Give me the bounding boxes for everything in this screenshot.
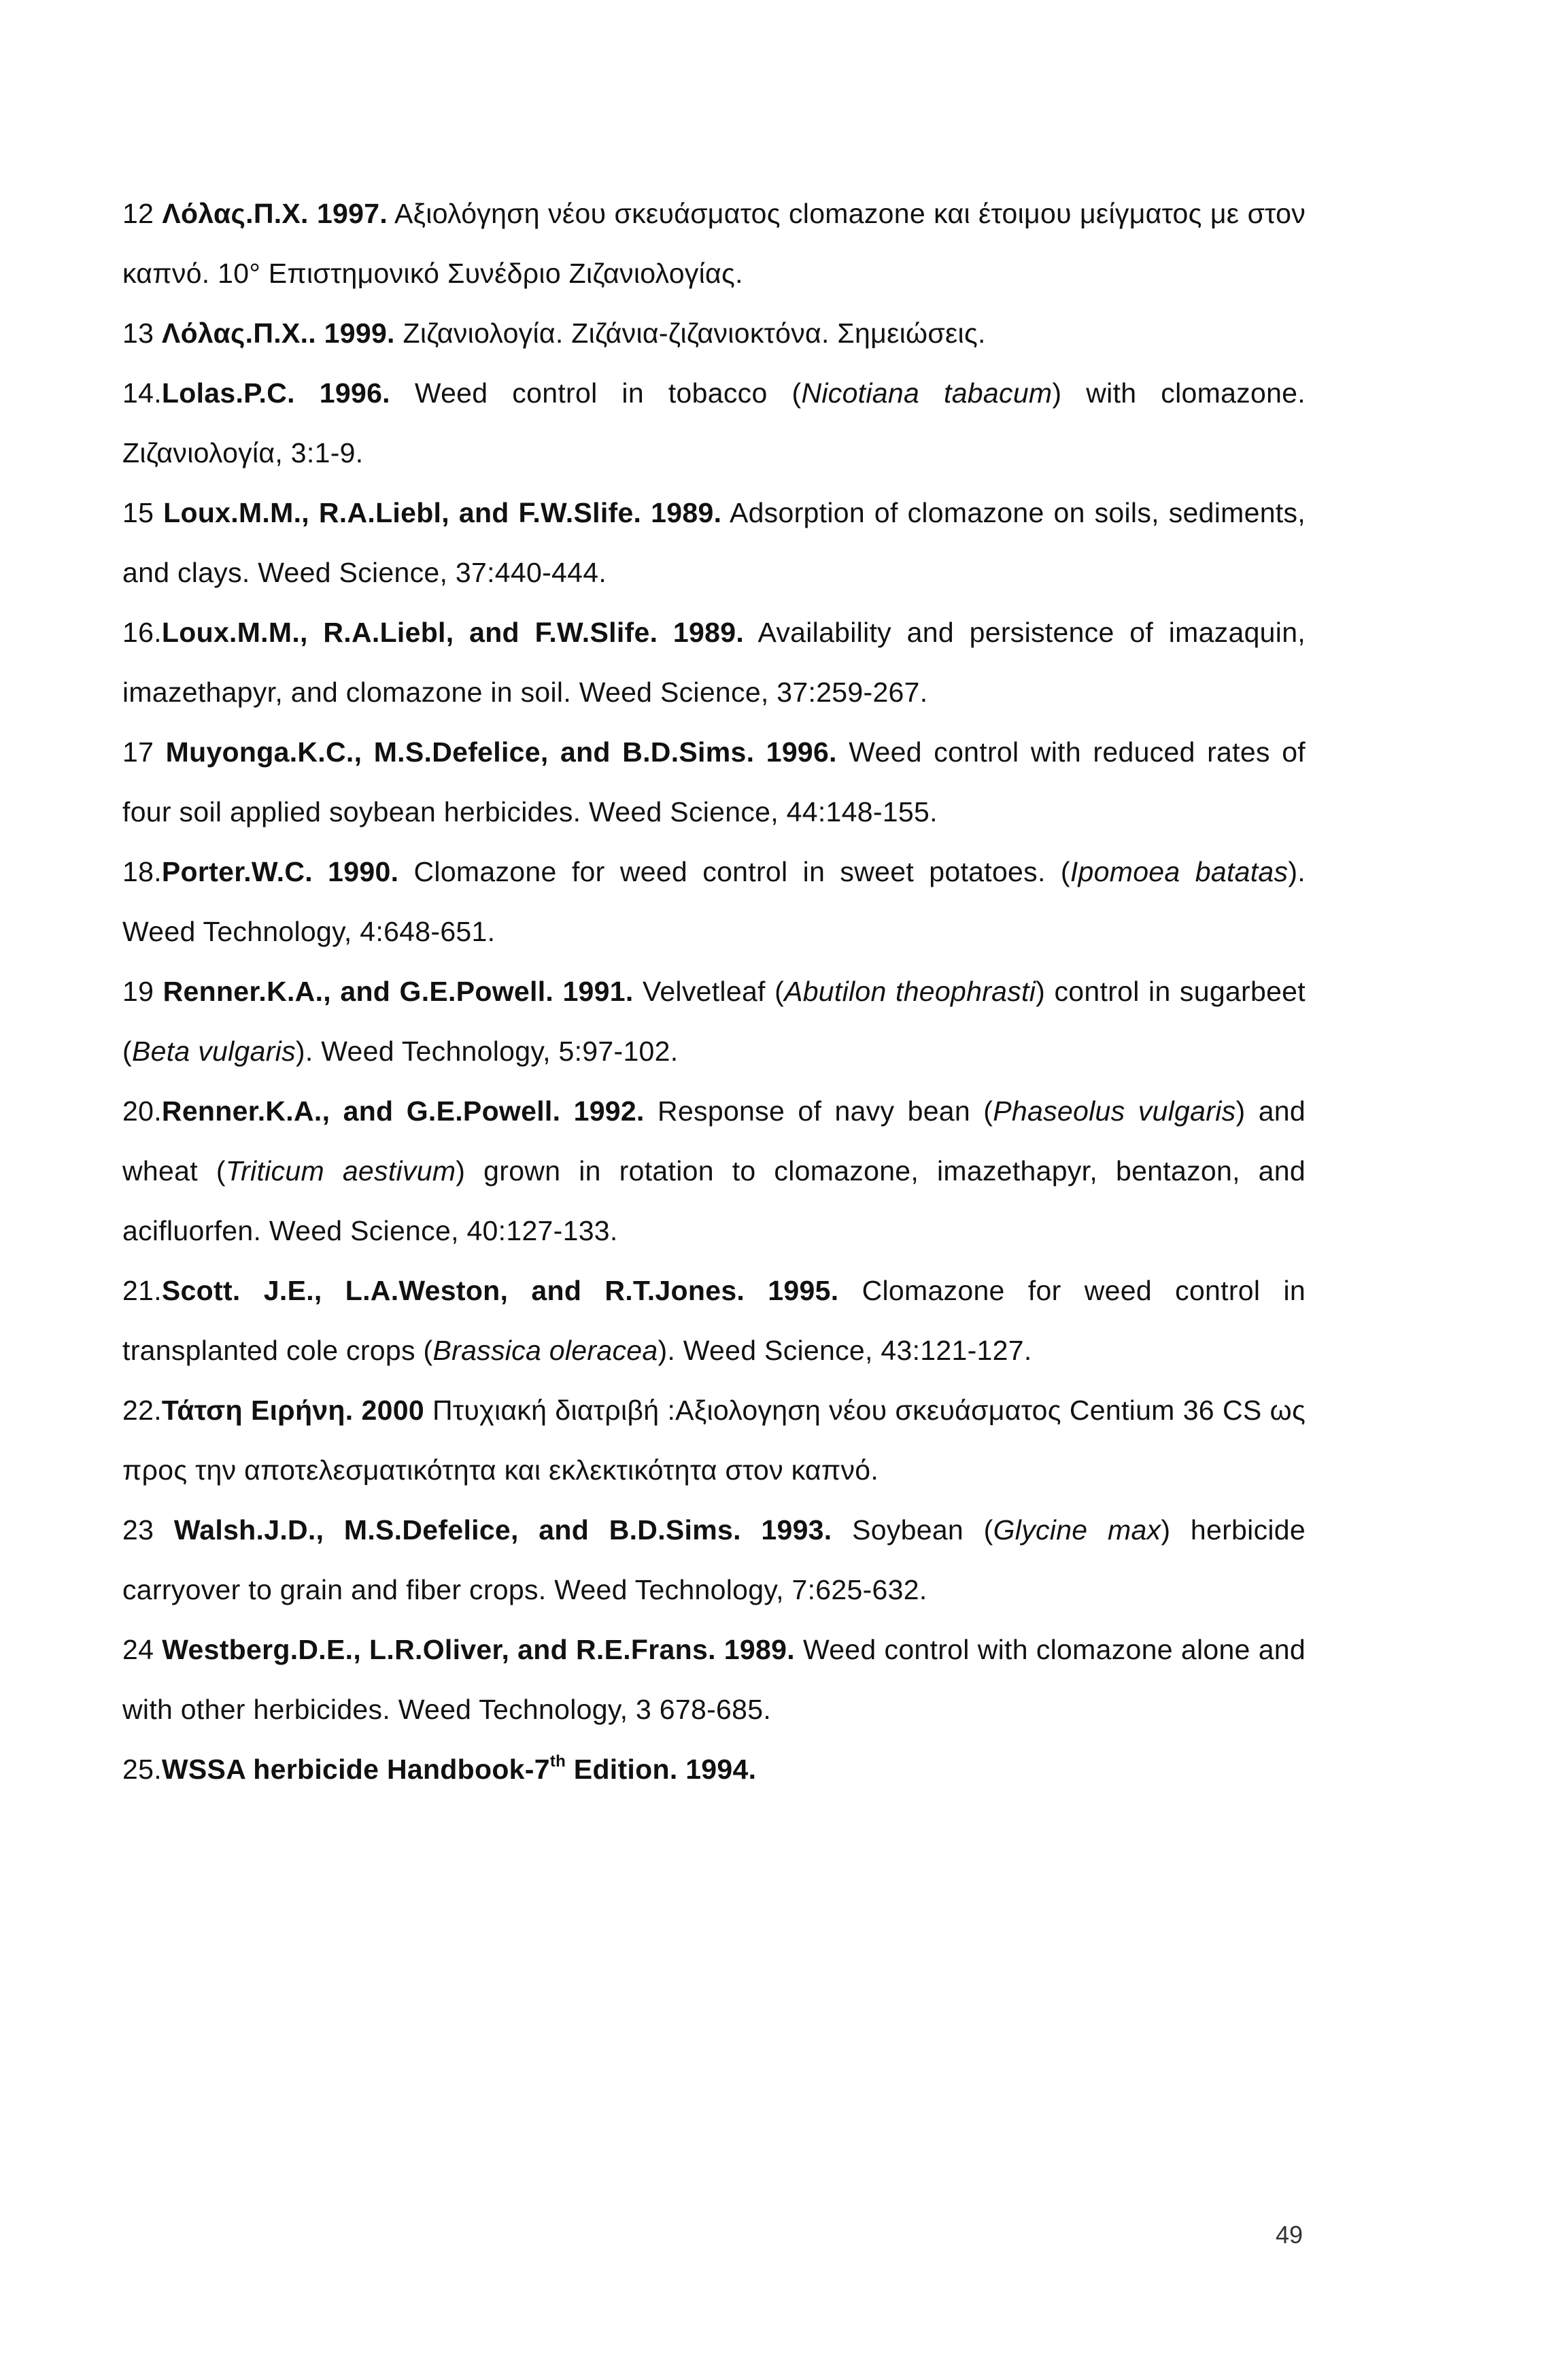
reference-text: Adsorption of clomazone on soils, sediments, and clays. Weed Science, 37:440-444.	[122, 497, 1306, 588]
reference-item	[122, 1739, 1306, 1799]
reference-species-name: Ipomoea batatas	[1070, 856, 1289, 887]
reference-item	[122, 303, 1306, 363]
reference-item	[122, 1081, 1306, 1261]
reference-item	[122, 1620, 1306, 1739]
reference-authors: Loux.M.M., R.A.Liebl, and F.W.Slife. 1989.	[161, 617, 745, 648]
reference-item	[122, 483, 1306, 602]
reference-text: Response of navy bean (	[658, 1095, 993, 1127]
reference-number: 22.	[122, 1395, 162, 1426]
reference-item	[122, 961, 1306, 1081]
reference-item	[122, 184, 1306, 303]
reference-authors: Τάτση Ειρήνη. 2000	[161, 1395, 424, 1426]
reference-item	[122, 1500, 1306, 1620]
reference-text: ). Weed Science, 43:121-127.	[658, 1335, 1032, 1366]
reference-item	[122, 602, 1306, 722]
reference-authors: Lolas.P.C. 1996.	[161, 377, 390, 409]
reference-number: 21.	[122, 1275, 162, 1306]
reference-number: 23	[122, 1514, 154, 1546]
reference-authors: Muyonga.K.C., M.S.Defelice, and B.D.Sims. 1996.	[165, 736, 837, 768]
reference-item	[122, 363, 1306, 483]
reference-number: 15	[122, 497, 154, 528]
reference-number: 18.	[122, 856, 162, 887]
reference-text: Clomazone for weed control in sweet potatoes. (	[413, 856, 1070, 887]
reference-list	[122, 184, 1306, 1799]
reference-text: Soybean (	[852, 1514, 993, 1546]
reference-text: Weed control with reduced rates of four soil applied soybean herbicides. Weed Science, 44:148-155.	[122, 736, 1306, 828]
reference-species-name: Brassica oleracea	[432, 1335, 658, 1366]
reference-authors: Porter.W.C. 1990.	[161, 856, 399, 887]
reference-species-name: Beta vulgaris	[131, 1036, 296, 1067]
reference-authors: Λόλας.Π.Χ.. 1999.	[161, 318, 395, 349]
reference-number: 19	[122, 976, 154, 1007]
reference-item	[122, 842, 1306, 961]
reference-title: WSSA herbicide Handbook-7	[161, 1754, 550, 1785]
reference-number: 13	[122, 318, 154, 349]
reference-species-name: Nicotiana tabacum	[801, 377, 1053, 409]
reference-number: 17	[122, 736, 154, 768]
reference-authors: Renner.K.A., and G.E.Powell. 1991.	[163, 976, 634, 1007]
reference-edition-year: Edition. 1994.	[566, 1754, 757, 1785]
reference-authors: Walsh.J.D., M.S.Defelice, and B.D.Sims. 1993.	[173, 1514, 832, 1546]
reference-text: Velvetleaf (	[642, 976, 785, 1007]
reference-text: ) grown in rotation to clomazone, imazethapyr, bentazon, and acifluorfen. Weed Science, 40:127-133.	[122, 1155, 1306, 1246]
reference-authors: Renner.K.A., and G.E.Powell. 1992.	[161, 1095, 645, 1127]
reference-text: ) and wheat (	[122, 1095, 1306, 1187]
reference-authors: Scott. J.E., L.A.Weston, and R.T.Jones. 1995.	[161, 1275, 839, 1306]
reference-text: ) control in sugarbeet (	[122, 976, 1306, 1067]
reference-number: 24	[122, 1634, 154, 1665]
reference-authors: Westberg.D.E., L.R.Oliver, and R.E.Frans. 1989.	[162, 1634, 795, 1665]
reference-number: 20.	[122, 1095, 162, 1127]
page-number: 49	[1276, 2221, 1303, 2249]
reference-item	[122, 1380, 1306, 1500]
reference-species-name: Abutilon theophrasti	[784, 976, 1036, 1007]
reference-text: Clomazone for weed control in transplanted cole crops (	[122, 1275, 1306, 1366]
reference-text: Availability and persistence of imazaquin, imazethapyr, and clomazone in soil. Weed Science, 37:259-267.	[122, 617, 1306, 708]
reference-text: Πτυχιακή διατριβή :Αξιολογηση νέου σκευάσματος Centium 36 CS ως προς την αποτελεσματικότητα και εκλεκτικότητα στον καπνό.	[122, 1395, 1306, 1486]
reference-item	[122, 722, 1306, 842]
reference-text: ). Weed Technology, 4:648-651.	[122, 856, 1306, 947]
reference-authors: Λόλας.Π.Χ. 1997.	[162, 198, 388, 229]
reference-number: 25.	[122, 1754, 162, 1785]
reference-text: ). Weed Technology, 5:97-102.	[295, 1036, 679, 1067]
reference-species-name: Triticum aestivum	[225, 1155, 456, 1187]
edition-superscript: th	[549, 1752, 566, 1771]
reference-number: 14.	[122, 377, 162, 409]
reference-authors: Loux.M.M., R.A.Liebl, and F.W.Slife. 1989.	[163, 497, 722, 528]
reference-text: Αξιολόγηση νέου σκευάσματος clomazone και έτοιμου μείγματος με στον καπνό. 10° Επιστημονικό Συνέδριο Ζιζανιολογίας.	[122, 198, 1306, 289]
reference-number: 16.	[122, 617, 162, 648]
reference-text: Weed control in tobacco (	[414, 377, 802, 409]
reference-number: 12	[122, 198, 154, 229]
reference-text: ) herbicide carryover to grain and fiber crops. Weed Technology, 7:625-632.	[122, 1514, 1306, 1605]
reference-text: Ζιζανιολογία. Ζιζάνια-ζιζανιοκτόνα. Σημειώσεις.	[403, 318, 986, 349]
reference-text: ) with clomazone. Ζιζανιολογία, 3:1-9.	[122, 377, 1306, 468]
reference-authors	[162, 1754, 756, 1785]
reference-text: Weed control with clomazone alone and with other herbicides. Weed Technology, 3 678-685.	[122, 1634, 1306, 1725]
reference-item	[122, 1261, 1306, 1380]
reference-species-name: Phaseolus vulgaris	[993, 1095, 1236, 1127]
reference-species-name: Glycine max	[993, 1514, 1161, 1546]
